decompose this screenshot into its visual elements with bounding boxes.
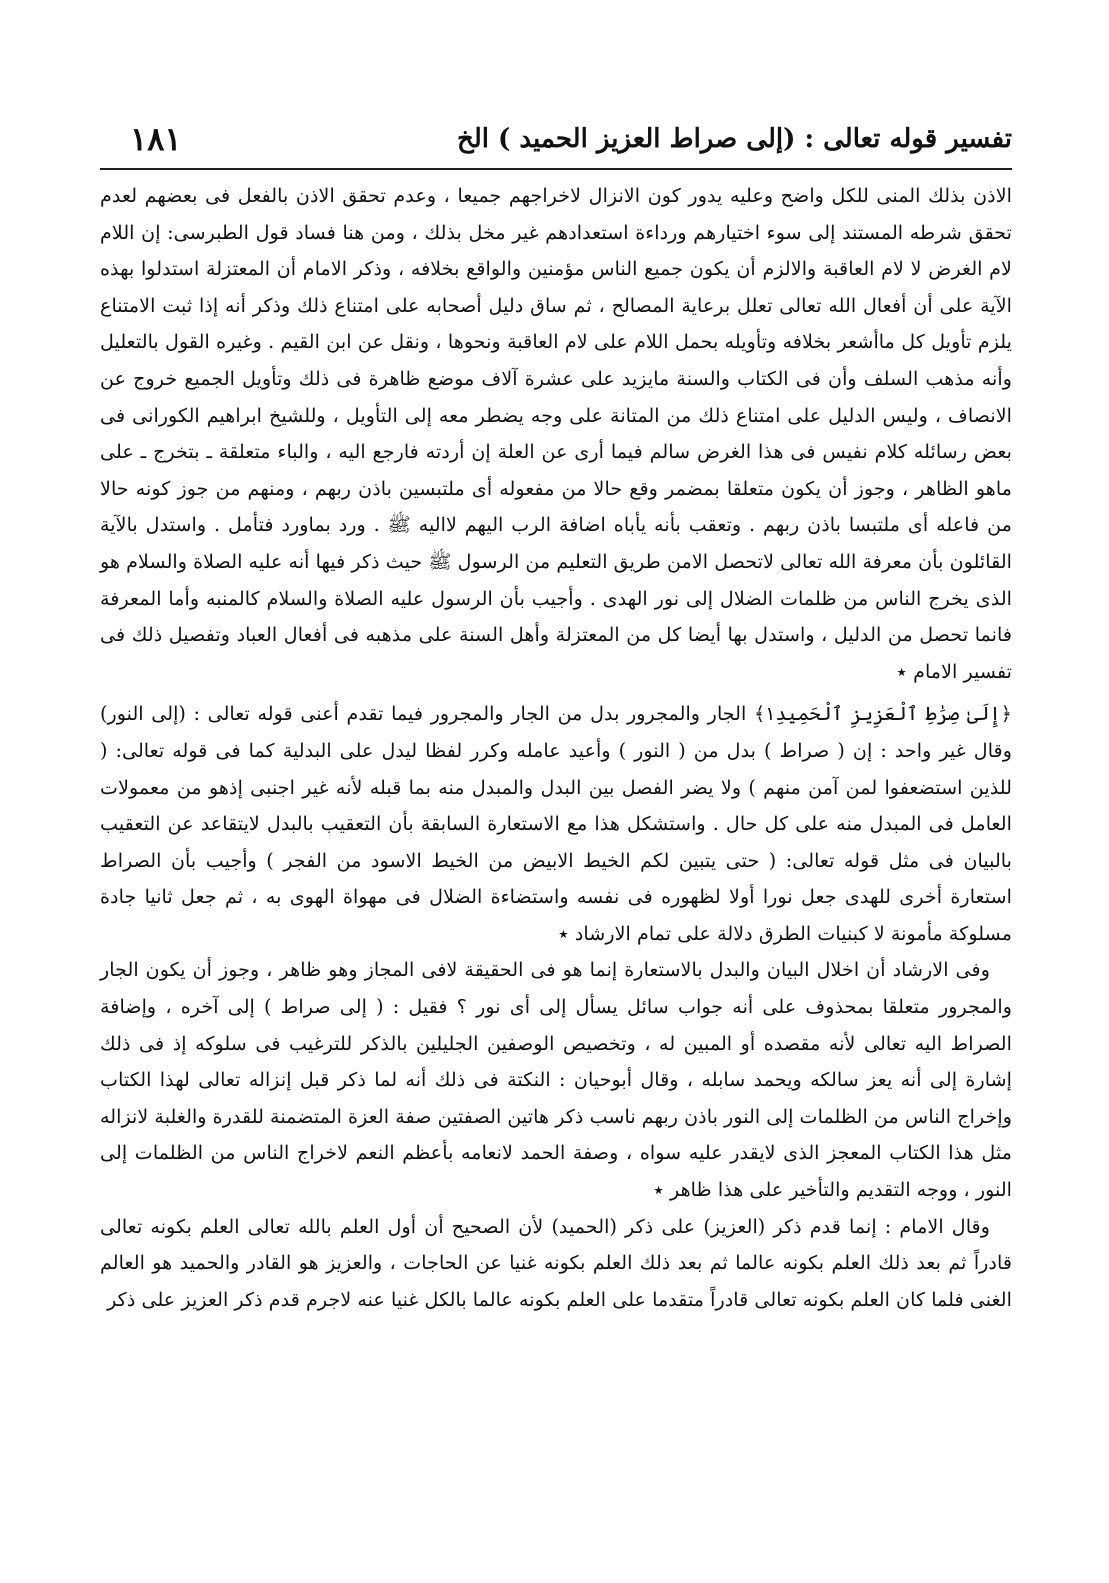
book-page — [100, 118, 1012, 1558]
page-number: ١٨١ — [130, 120, 182, 158]
running-title: تفسير قوله تعالى : (إلى صراط العزيز الحميد ) الخ — [457, 124, 1012, 154]
paragraph-2-verse-commentary: ﴿إِلَىٰ صِرَٰطِ ٱلْعَزِيزِ ٱلْحَمِيدِ١﴾ الجار والمجرور بدل من الجار والمجرور فيما تقدم أعنى قوله تعالى : (إلى النور) وقال غير واحد : إن ( صراط ) بدل من ( النور ) وأعيد عامله وكرر لفظا ليدل على البدلية كما فى قوله تعالى: ( للذين استضعفوا لمن آمن منهم ) ولا يضر الفصل بين البدل والمبدل منه بما قبله لأنه غير اجنبى إذهو من معمولات العامل فى المبدل منه على كل حال . واستشكل هذا مع الاستعارة السابقة بأن التعقيب بالبدل لايتقاعد عن التعقيب بالبيان فى مثل قوله تعالى: ( حتى يتبين لكم الخيط الابيض من الخيط الاسود من الفجر ) وأجيب بأن الصراط استعارة أخرى للهدى جعل نورا أولا لظهوره فى نفسه واستضاءة الضلال فى مهواة الهوى به ، ثم جعل ثانيا جادة مسلوكة مأمونة لا كبنيات الطرق دلالة على تمام الارشاد ٭ — [100, 702, 1012, 945]
paragraph-4: وقال الامام : إنما قدم ذكر (العزيز) على ذكر (الحميد) لأن الصحيح أن أول العلم بالله تعالى العلم بكونه تعالى قادراً ثم بعد ذلك العلم بكونه عالما ثم بعد ذلك العلم بكونه غنيا عن الحاجات ، والعزيز هو القادر والحميد هو العالم الغنى فلما كان العلم بكونه تعالى قادراً متقدما على العلم بكونه عالما بالكل غنيا عنه لاجرم قدم ذكر العزيز على ذكر — [100, 1214, 1012, 1311]
body-text — [100, 178, 1012, 1318]
running-header — [100, 118, 1012, 170]
paragraph-1: الاذن بذلك المنى للكل واضح وعليه يدور كون الانزال لاخراجهم جميعا ، وعدم تحقق الاذن بالفعل فى بعضهم لعدم تحقق شرطه المستند إلى سوء اختيارهم ورداءة استعدادهم غير مخل بذلك ، ومن هنا فساد قول الطبرسى: إن اللام لام الغرض لا لام العاقبة والالزم أن يكون جميع الناس مؤمنين والواقع بخلافه ، وذكر الامام أن المعتزلة استدلوا بهذه الآية على أن أفعال الله تعالى تعلل برعاية المصالح ، ثم ساق دليل أصحابه على امتناع ذلك وذكر أنه إذا ثبت الامتناع يلزم تأويل كل ماأشعر بخلافه وتأويله بحمل اللام على لام العاقبة ونحوها ، ونقل عن ابن القيم . وغيره القول بالتعليل وأنه مذهب السلف وأن فى الكتاب والسنة مايزيد على عشرة آلاف موضع ظاهرة فى ذلك وتأويل الجميع خروج عن الانصاف ، وليس الدليل على امتناع ذلك من المتانة على وجه يضطر معه إلى التأويل ، وللشيخ ابراهيم الكورانى فى بعض رسائله كلام نفيس فى هذا الغرض سالم فيما أرى عن العلة إن أردته فارجع اليه ، والباء متعلقة ـ بتخرج ـ على ماهو الظاهر ، وجوز أن يكون متعلقا بمضمر وقع حالا من مفعوله أى ملتبسين باذن ربهم ، ومنهم من جوز كونه حالا من فاعله أى ملتبسا باذن ربهم . وتعقب بأنه يأباه اضافة الرب اليهم لااليه ﷺ . ورد بماورد فتأمل . واستدل بالآية القائلون بأن معرفة الله تعالى لاتحصل الامن طريق التعليم من الرسول ﷺ حيث ذكر فيها أنه عليه الصلاة والسلام هو الذى يخرج الناس من ظلمات الضلال إلى نور الهدى . وأجيب بأن الرسول عليه الصلاة والسلام كالمنبه وأما المعرفة فانما تحصل من الدليل ، واستدل بها أيضا كل من المعتزلة وأهل السنة على مذهبه فى أفعال العباد وتفصيل ذلك فى تفسير الامام ٭ — [100, 184, 1012, 683]
paragraph-3: وفى الارشاد أن اخلال البيان والبدل بالاستعارة إنما هو فى الحقيقة لافى المجاز وهو ظاهر ، وجوز أن يكون الجار والمجرور متعلقا بمحذوف على أنه جواب سائل يسأل إلى أى نور ؟ فقيل : ( إلى صراط ) إلى آخره ، وإضافة الصراط اليه تعالى لأنه مقصده أو المبين له ، وتخصيص الوصفين الجليلين بالذكر للترغيب فى سلوكه إذ فى ذلك إشارة إلى أنه يعز سالكه ويحمد سابله ، وقال أبوحيان : النكتة فى ذلك أنه لما ذكر قبل إنزاله تعالى لهذا الكتاب وإخراج الناس من الظلمات إلى النور باذن ربهم ناسب ذكر هاتين الصفتين صفة العزة المتضمنة للقدرة والغلبة لانزاله مثل هذا الكتاب المعجز الذى لايقدر عليه سواه ، وصفة الحمد لانعامه بأعظم النعم لاخراج الناس من الظلمات إلى النور ، ووجه التقديم والتأخير على هذا ظاهر ٭ — [100, 958, 1012, 1202]
